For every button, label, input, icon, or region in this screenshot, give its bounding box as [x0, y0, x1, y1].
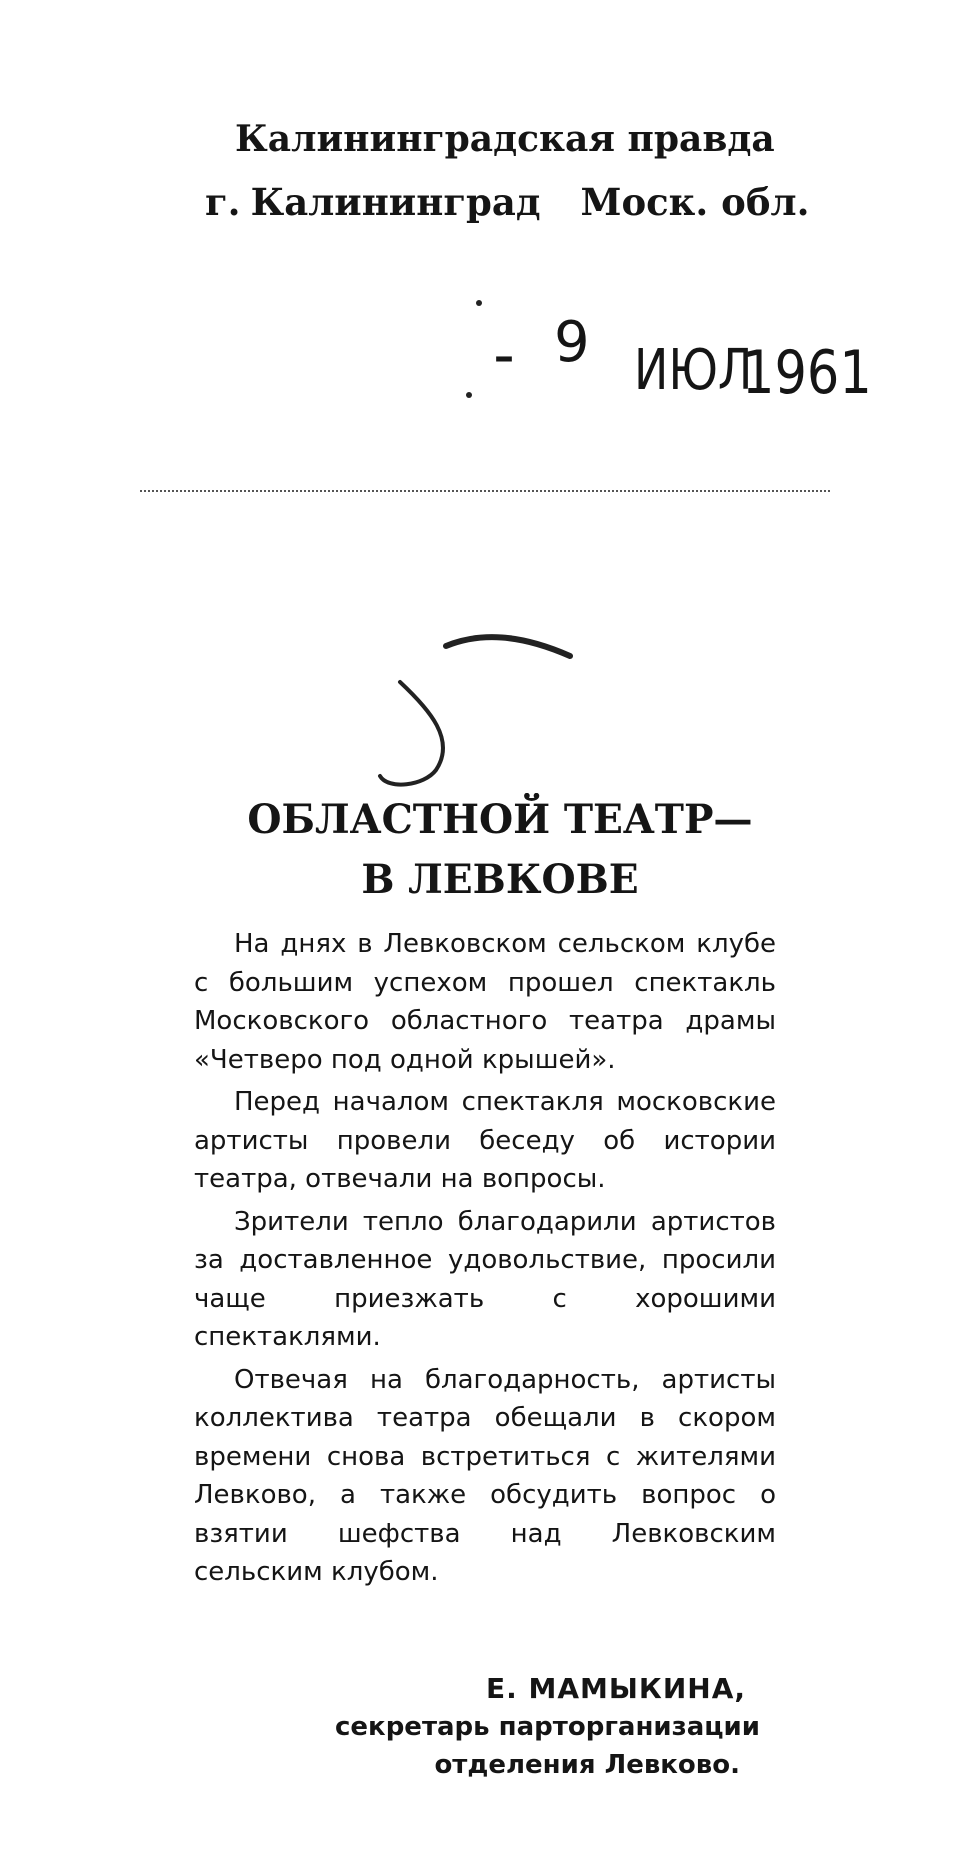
- handwritten-mark-icon: [360, 630, 600, 800]
- date-month: ИЮЛ: [634, 338, 753, 403]
- article-paragraph: Зрители тепло благодарили артистов за доставленное удовольствие, просили чаще приезжать с хорошими спектаклями.: [194, 1206, 776, 1352]
- speck: [466, 392, 472, 398]
- author-department: отделения Левково.: [434, 1750, 740, 1780]
- article-paragraph: Перед началом спектакля московские артисты провели беседу об истории театра, отвечали на вопросы.: [194, 1087, 776, 1194]
- article-paragraph: Отвечая на благодарность, артисты коллектива театра обещали в скором времени снова встретиться с жителями Левково, а также обсудить вопрос о взятии шефства над Левковским сельским клубом.: [194, 1364, 776, 1587]
- author-role: секретарь парторганизации: [335, 1712, 760, 1742]
- author-name: Е. МАМЫКИНА,: [486, 1672, 746, 1705]
- newspaper-name: Калининградская правда: [235, 118, 775, 160]
- article-body: [194, 925, 776, 1596]
- article-signature: [280, 1670, 760, 1784]
- date-day: 9: [554, 310, 590, 375]
- article-paragraph: На днях в Левковском сельском клубе с большим успехом прошел спектакль Московского областного театра драмы «Четверо под одной крышей».: [194, 929, 776, 1075]
- region-name: Моск. обл.: [580, 180, 810, 224]
- date-dash: –: [494, 334, 514, 380]
- stamp-location: [205, 180, 845, 224]
- speck: [476, 300, 482, 306]
- article-headline: [186, 790, 813, 910]
- date-year: 1961: [742, 338, 872, 408]
- city-prefix: г.: [205, 180, 241, 224]
- headline-line-1: ОБЛАСТНОЙ ТЕАТР—: [247, 796, 753, 843]
- headline-line-2: В ЛЕВКОВЕ: [361, 856, 639, 903]
- stamp-date: [462, 310, 882, 420]
- city-name: Калининград: [250, 180, 541, 224]
- clipping-edge: [140, 490, 830, 492]
